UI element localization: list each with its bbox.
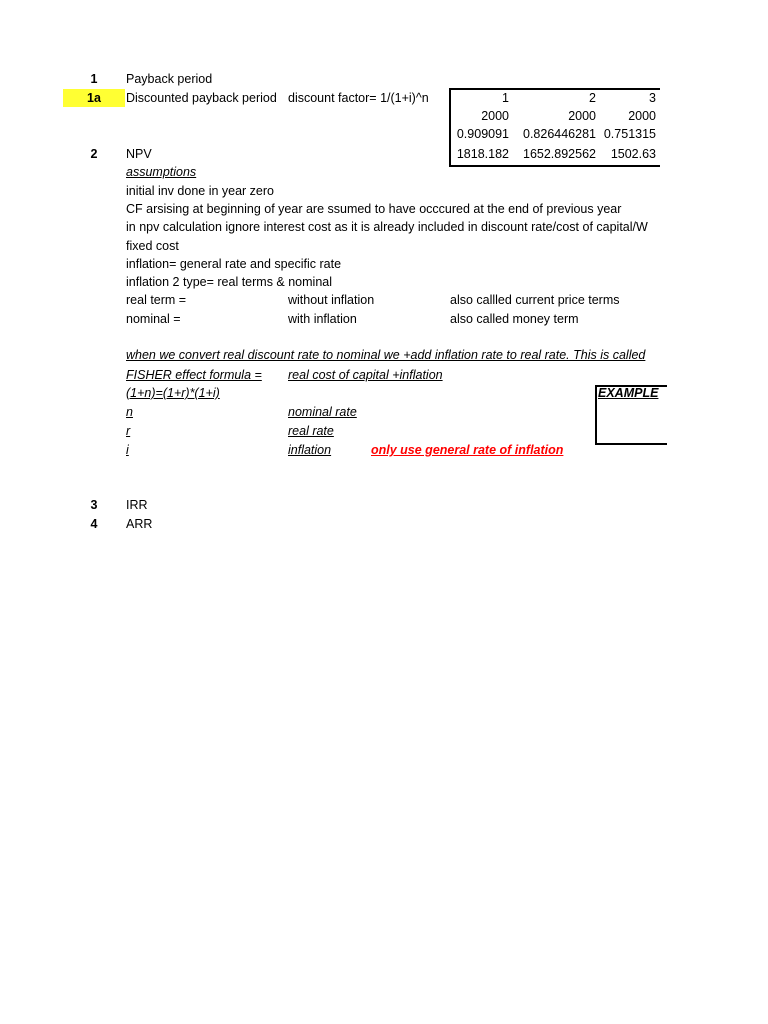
- note-line: CF arsising at beginning of year are ssumed to have occcured at the end of previous year: [126, 202, 622, 216]
- symbol-r-desc: real rate: [288, 424, 334, 438]
- note-line: inflation 2 type= real terms & nominal: [126, 275, 333, 289]
- npv-label: NPV: [126, 147, 152, 161]
- nominal-also: also called money term: [450, 312, 579, 326]
- discounted-payback-label: Discounted payback period: [126, 91, 277, 105]
- row-number-3: 3: [90, 498, 98, 512]
- real-term-also: also callled current price terms: [450, 293, 620, 307]
- assumptions-heading: assumptions: [126, 165, 197, 179]
- fisher-formula-label: FISHER effect formula =: [126, 368, 262, 382]
- table-factor-1: 0.909091: [456, 127, 509, 141]
- inflation-warning: only use general rate of inflation: [371, 443, 564, 457]
- table-cf-1: 2000: [481, 109, 509, 123]
- row-number-1: 1: [90, 72, 98, 86]
- symbol-n: n: [126, 405, 133, 419]
- table-year-3: 3: [649, 91, 656, 105]
- payback-period-label: Payback period: [126, 72, 213, 86]
- symbol-r: r: [126, 424, 131, 438]
- nominal-desc: with inflation: [288, 312, 357, 326]
- note-line: in npv calculation ignore interest cost as it is already included in discount rate/cost of capital/W: [126, 220, 648, 234]
- table-pv-1: 1818.182: [456, 147, 509, 161]
- fisher-formula-desc: real cost of capital +inflation: [288, 368, 443, 382]
- example-label: EXAMPLE: [598, 386, 659, 400]
- arr-label: ARR: [126, 517, 153, 531]
- note-line: initial inv done in year zero: [126, 184, 274, 198]
- discount-factor-formula: discount factor= 1/(1+i)^n: [288, 91, 429, 105]
- row-number-2: 2: [90, 147, 98, 161]
- symbol-i-desc: inflation: [288, 443, 332, 457]
- symbol-i: i: [126, 443, 129, 457]
- row-number-4: 4: [90, 517, 98, 531]
- table-pv-2: 1652.892562: [523, 147, 596, 161]
- table-factor-2: 0.826446281: [523, 127, 596, 141]
- row-number-1a: 1a: [63, 89, 125, 107]
- irr-label: IRR: [126, 498, 148, 512]
- table-factor-3: 0.751315: [603, 127, 656, 141]
- note-line: fixed cost: [126, 239, 179, 253]
- table-cf-2: 2000: [568, 109, 596, 123]
- real-term-label: real term =: [126, 293, 187, 307]
- nominal-label: nominal =: [126, 312, 181, 326]
- table-pv-3: 1502.63: [610, 147, 656, 161]
- table-year-1: 1: [502, 91, 509, 105]
- table-cf-3: 2000: [628, 109, 656, 123]
- fisher-equation: (1+n)=(1+r)*(1+i): [126, 386, 220, 400]
- symbol-n-desc: nominal rate: [288, 405, 357, 419]
- convert-note: when we convert real discount rate to nominal we +add inflation rate to real rate. This is called: [126, 348, 646, 362]
- real-term-desc: without inflation: [288, 293, 375, 307]
- note-line: inflation= general rate and specific rate: [126, 257, 342, 271]
- table-year-2: 2: [589, 91, 596, 105]
